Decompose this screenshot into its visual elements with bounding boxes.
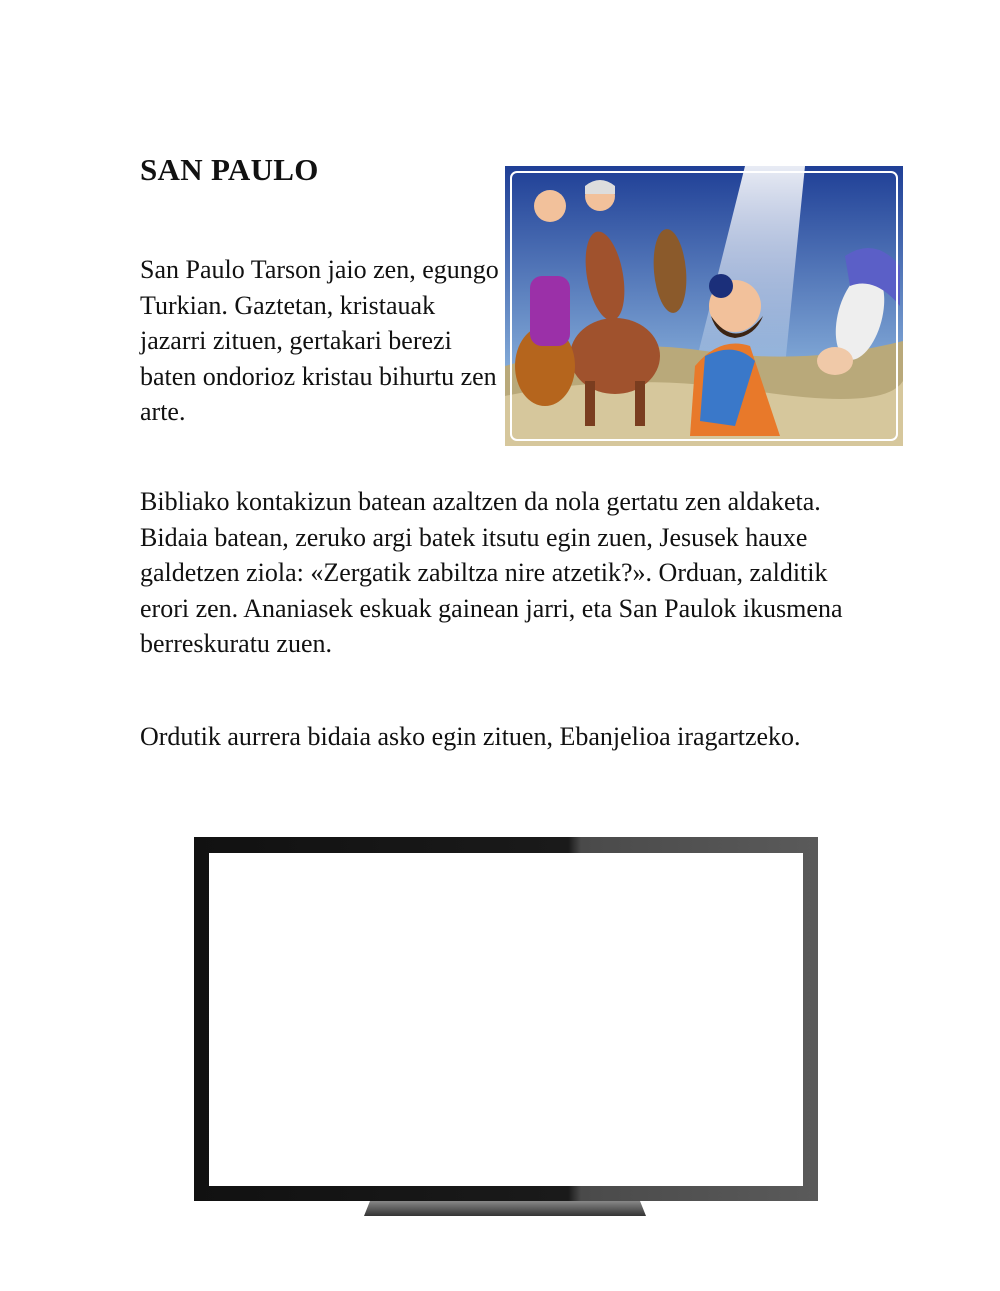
- television-graphic: [190, 834, 822, 1224]
- intro-paragraph: San Paulo Tarson jaio zen, egungo Turkian. Gaztetan, kristauak jazarri zituen, gertakari berezi baten ondorioz kristau bihurtu zen arte.: [140, 255, 499, 426]
- body-paragraph-1: Bibliako kontakizun batean azaltzen da nola gertatu zen aldaketa. Bidaia batean, zeruko argi batek itsutu egin zuen, Jesusek hauxe galdetzen ziola: «Zergatik zabiltza nire atzetik?». Orduan, zalditik erori zen. Ananiasek eskuak gainean jarri, eta San Paulok ikusmena berreskuratu zuen.: [140, 487, 843, 658]
- saint-paul-conversion-illustration: [505, 166, 903, 446]
- body-paragraph-2: Ordutik aurrera bidaia asko egin zituen, Ebanjelioa iragartzeko.: [140, 722, 801, 751]
- page-title: SAN PAULO: [140, 152, 319, 187]
